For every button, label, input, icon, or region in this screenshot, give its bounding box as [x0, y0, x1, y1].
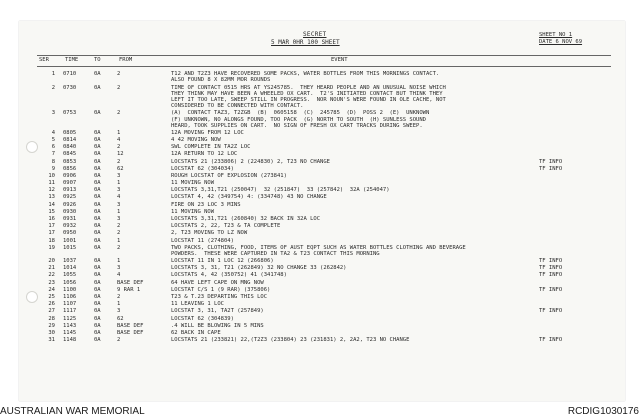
to-cell: 0A: [94, 308, 101, 315]
event-line: LOCSTATS 3,31,T21 (260840) 32 BACK IN 32A LOC: [171, 216, 321, 223]
log-entries: [19, 71, 625, 344]
serial-cell: 31: [48, 337, 55, 344]
serial-cell: 5: [51, 136, 55, 143]
time-cell: 1125: [63, 315, 77, 322]
serial-cell: 14: [48, 201, 55, 208]
to-cell: 0A: [94, 265, 101, 272]
serial-cell: 16: [48, 216, 55, 223]
time-cell: 0925: [63, 194, 77, 201]
from-cell: 3: [117, 265, 121, 272]
event-line: 62 BACK IN CAPE: [171, 329, 221, 336]
serial-cell: 23: [48, 279, 55, 286]
log-row: [19, 202, 625, 209]
to-cell: 0A: [94, 158, 101, 165]
classification-label: SECRET: [303, 31, 327, 38]
to-cell: 0A: [94, 329, 101, 336]
time-cell: 1107: [63, 301, 77, 308]
to-cell: 0A: [94, 315, 101, 322]
serial-cell: 4: [51, 129, 55, 136]
from-cell: 62: [117, 165, 124, 172]
remarks-cell: TF INFO: [539, 272, 563, 279]
log-row: [19, 330, 625, 337]
event-line: THEY THINK MAY HAVE BEEN A WHEELED OX CART. T2'S INITIATED CONTACT BUT THINK THEY: [171, 90, 443, 97]
to-cell: 0A: [94, 110, 101, 117]
time-cell: 1148: [63, 337, 77, 344]
time-cell: 1014: [63, 265, 77, 272]
time-cell: 1100: [63, 286, 77, 293]
from-cell: 4: [117, 194, 121, 201]
from-cell: 2: [117, 244, 121, 251]
from-cell: 62: [117, 315, 124, 322]
event-line: 2, T23 MOVING TO LZ NOW: [171, 230, 248, 237]
log-row: [19, 265, 625, 272]
log-row: [19, 245, 625, 259]
serial-cell: 15: [48, 208, 55, 215]
serial-cell: 12: [48, 187, 55, 194]
event-line: LOCSTAT 11 (274804): [171, 237, 234, 244]
from-cell: 4: [117, 272, 121, 279]
to-cell: 0A: [94, 286, 101, 293]
log-row: [19, 130, 625, 137]
event-line: T12 AND T2Z3 HAVE RECOVERED SOME PACKS, WATER BOTTLES FROM THIS MORNINGS CONTACT.: [171, 71, 440, 77]
event-line: ROUGH LOCSTAT OF EXPLOSION (273841): [171, 172, 287, 179]
from-cell: 3: [117, 308, 121, 315]
log-row: [19, 85, 625, 111]
log-row: [19, 137, 625, 144]
serial-cell: 29: [48, 322, 55, 329]
time-cell: 1037: [63, 258, 77, 264]
event-line: 64 HAVE LEFT CAPE ON MNG NOW: [171, 279, 264, 286]
log-row: [19, 180, 625, 187]
log-row: [19, 194, 625, 201]
to-cell: 0A: [94, 244, 101, 251]
to-cell: 0A: [94, 187, 101, 194]
log-row: [19, 258, 625, 265]
event-line: TWO PACKS, CLOTHING, FOOD, ITEMS OF AUST EQPT SUCH AS WATER BOTTLES CLOTHING AND BEVERAGE: [171, 244, 466, 251]
serial-cell: 26: [48, 301, 55, 308]
to-cell: 0A: [94, 208, 101, 215]
to-cell: 0A: [94, 293, 101, 300]
from-cell: 3: [117, 201, 121, 208]
to-cell: 0A: [94, 322, 101, 329]
time-cell: 0853: [63, 158, 77, 165]
event-line: CONSIDERED TO BE CONNECTED WITH CONTACT.: [171, 103, 304, 110]
from-cell: 2: [117, 71, 121, 77]
time-cell: 0932: [63, 223, 77, 230]
log-row: [19, 187, 625, 194]
event-line: LEFT IT TOO LATE, SWEEP STILL IN PROGRESS. NOR NOUN'S WERE FOUND IN OLE CACHE, NOT: [171, 97, 446, 104]
time-cell: 0950: [63, 230, 77, 237]
from-cell: 3: [117, 172, 121, 179]
from-cell: 2: [117, 110, 121, 117]
from-cell: 1: [117, 237, 121, 244]
event-line: 11 MOVING NOW: [171, 180, 215, 187]
col-from: FROM: [119, 57, 133, 63]
time-cell: 0814: [63, 136, 77, 143]
event-line: LOCSTATS 4, 42 (350752) 41 (341748): [171, 272, 287, 279]
event-line: HEARD, TOOK SUPPLIES ON CART. NO SIGN OF FRESH OX CART TRACKS DURING SWEEP.: [171, 122, 423, 129]
to-cell: 0A: [94, 136, 101, 143]
from-cell: 1: [117, 208, 121, 215]
serial-cell: 10: [48, 172, 55, 179]
time-cell: 0730: [63, 84, 77, 91]
event-line: T23 & T.23 DEPARTING THIS LOC: [171, 293, 268, 300]
log-row: [19, 287, 625, 294]
serial-cell: 25: [48, 293, 55, 300]
remarks-cell: TF INFO: [539, 308, 563, 315]
remarks-cell: TF INFO: [539, 158, 563, 165]
event-line: LOCSTAT 4, 42 (349754) 4: (334748) 43 NO CHANGE: [171, 194, 327, 201]
from-cell: BASE DEF: [117, 279, 144, 286]
from-cell: 2: [117, 223, 121, 230]
sheet-date: DATE 6 NOV 69: [539, 39, 583, 45]
serial-cell: 6: [51, 144, 55, 151]
time-cell: 1117: [63, 308, 77, 315]
log-row: [19, 151, 625, 158]
remarks-cell: TF INFO: [539, 165, 563, 172]
to-cell: 0A: [94, 337, 101, 344]
to-cell: 0A: [94, 201, 101, 208]
log-row: [19, 144, 625, 151]
event-line: LOCSTAT 62 (304839): [171, 315, 234, 322]
archive-credit: AUSTRALIAN WAR MEMORIAL: [0, 406, 145, 417]
time-cell: 0930: [63, 208, 77, 215]
serial-cell: 18: [48, 237, 55, 244]
time-cell: 0805: [63, 129, 77, 136]
log-row: [19, 316, 625, 323]
from-cell: 1: [117, 129, 121, 136]
time-cell: 0926: [63, 201, 77, 208]
from-cell: 2: [117, 337, 121, 344]
from-cell: 9 RAR 1: [117, 286, 141, 293]
to-cell: 0A: [94, 84, 101, 91]
serial-cell: 30: [48, 329, 55, 336]
event-line: ALSO FOUND 8 X 82MM MOR ROUNDS: [171, 77, 271, 84]
serial-cell: 11: [48, 180, 55, 187]
from-cell: 2: [117, 230, 121, 237]
time-cell: 1055: [63, 272, 77, 279]
serial-cell: 21: [48, 265, 55, 272]
time-cell: 0845: [63, 151, 77, 158]
to-cell: 0A: [94, 151, 101, 158]
from-cell: BASE DEF: [117, 322, 144, 329]
to-cell: 0A: [94, 216, 101, 223]
log-row: [19, 272, 625, 279]
from-cell: BASE DEF: [117, 329, 144, 336]
serial-cell: 19: [48, 244, 55, 251]
time-cell: 0906: [63, 172, 77, 179]
serial-cell: 24: [48, 286, 55, 293]
serial-cell: 20: [48, 258, 55, 264]
header-rule-bottom: [37, 66, 611, 67]
event-line: TIME OF CONTACT 0515 HRS AT YS245785. THEY HEARD PEOPLE AND AN UNUSUAL NOISE WHICH: [171, 84, 446, 91]
log-row: [19, 280, 625, 287]
log-row: [19, 159, 625, 166]
remarks-cell: TF INFO: [539, 258, 563, 264]
event-line: LOCSTATS 3, 31, T21 (262849) 32 NO CHANGE 33 (262842): [171, 265, 347, 272]
event-line: LOCSTAT 62 (304034): [171, 165, 234, 172]
time-cell: 0753: [63, 110, 77, 117]
from-cell: 1: [117, 301, 121, 308]
col-to: TO: [94, 57, 101, 63]
to-cell: 0A: [94, 172, 101, 179]
to-cell: 0A: [94, 144, 101, 151]
serial-cell: 17: [48, 223, 55, 230]
event-line: 4 42 MOVING NOW: [171, 136, 221, 143]
serial-cell: 17: [48, 230, 55, 237]
time-cell: 0913: [63, 187, 77, 194]
event-line: LOCSTAT C/S 1 (9 RAR) (375806): [171, 286, 271, 293]
serial-cell: 9: [51, 165, 55, 172]
from-cell: 1: [117, 180, 121, 187]
from-cell: 4: [117, 136, 121, 143]
time-cell: 1145: [63, 329, 77, 336]
event-line: POWDERS. THESE WERE CAPTURED IN TA2 & T23 CONTACT THIS MORNING: [171, 250, 380, 257]
log-row: [19, 216, 625, 223]
to-cell: 0A: [94, 223, 101, 230]
time-cell: 0840: [63, 144, 77, 151]
event-line: (A) CONTACT TAZ3, T2ZGB (B) 0605158 (C) 245785 (D) POSS 2 (E) UNKNOWN: [171, 110, 430, 117]
event-line: SWL COMPLETE IN TA2Z LOC: [171, 144, 251, 151]
from-cell: 3: [117, 216, 121, 223]
event-line: LOCSTATS 21 (233821) 22,(T2Z3 (233804) 23 (231831) 2, 2A2, T23 NO CHANGE: [171, 337, 410, 344]
remarks-cell: TF INFO: [539, 337, 563, 344]
event-line: 11 MOVING NOW: [171, 208, 215, 215]
log-row: [19, 223, 625, 230]
serial-cell: 28: [48, 315, 55, 322]
time-cell: 0710: [63, 71, 77, 77]
time-cell: 1143: [63, 322, 77, 329]
serial-cell: 13: [48, 194, 55, 201]
to-cell: 0A: [94, 301, 101, 308]
serial-cell: 8: [51, 158, 55, 165]
serial-cell: 2: [51, 84, 55, 91]
event-line: FIRE ON 23 LOC 3 MINS: [171, 201, 241, 208]
to-cell: 0A: [94, 129, 101, 136]
log-row: [19, 308, 625, 315]
event-line: LOCSTAT 3, 31, TA2T (257849): [171, 308, 264, 315]
to-cell: 0A: [94, 230, 101, 237]
event-line: .4 WILL BE BLOWING IN 5 MINS: [171, 322, 264, 329]
log-row: [19, 110, 625, 130]
log-row: [19, 301, 625, 308]
to-cell: 0A: [94, 194, 101, 201]
time-cell: 1056: [63, 279, 77, 286]
time-cell: 1015: [63, 244, 77, 251]
log-sheet: [19, 21, 625, 401]
to-cell: 0A: [94, 258, 101, 264]
to-cell: 0A: [94, 180, 101, 187]
serial-cell: 27: [48, 308, 55, 315]
header-rule-top: [37, 55, 611, 56]
col-event: EVENT: [331, 57, 348, 63]
remarks-cell: TF INFO: [539, 286, 563, 293]
log-row: [19, 337, 625, 344]
log-row: [19, 323, 625, 330]
event-line: 12A RETURN TO 12 LOC: [171, 151, 238, 158]
column-headers: [19, 57, 625, 65]
sheet-info: [539, 32, 582, 46]
from-cell: 3: [117, 187, 121, 194]
to-cell: 0A: [94, 165, 101, 172]
to-cell: 0A: [94, 237, 101, 244]
to-cell: 0A: [94, 71, 101, 77]
event-line: 11 LEAVING 1 LOC: [171, 301, 224, 308]
log-row: [19, 166, 625, 173]
from-cell: 2: [117, 158, 121, 165]
event-line: 12A MOVING FROM 12 LOC: [171, 129, 244, 136]
sheet-title: 5 MAR 0HR 100 SHEET: [271, 39, 340, 46]
record-id: RCDIG1030176: [567, 406, 639, 417]
time-cell: 0931: [63, 216, 77, 223]
event-line: LOCSTATS 21 (233806) 2 (224830) 2, T23 NO CHANGE: [171, 158, 330, 165]
event-line: LOCSTATS 2, 22, T23 & TA COMPLETE: [171, 223, 281, 230]
col-ser: SER: [39, 57, 49, 63]
event-line: LOCSTAT 11 IN 1 LOC 12 (266806): [171, 258, 274, 264]
from-cell: 1: [117, 258, 121, 264]
to-cell: 0A: [94, 279, 101, 286]
time-cell: 0856: [63, 165, 77, 172]
log-row: [19, 230, 625, 237]
from-cell: 12: [117, 151, 124, 158]
serial-cell: 1: [51, 71, 55, 77]
sheet-number: SHEET NO 1: [539, 32, 573, 38]
serial-cell: 22: [48, 272, 55, 279]
time-cell: 1001: [63, 237, 77, 244]
log-row: [19, 238, 625, 245]
serial-cell: 7: [51, 151, 55, 158]
col-time: TIME: [65, 57, 79, 63]
time-cell: 0907: [63, 180, 77, 187]
event-line: (F) UNKNOWN, NO ALONGS FOUND, TOO PACK (G) NORTH TO SOUTH (H) SUNLESS SOUND: [171, 116, 426, 123]
event-line: LOCSTATS 3,31,T21 (250047) 32 (251847) 33 (257842) 32A (254047): [171, 187, 390, 194]
remarks-cell: TF INFO: [539, 265, 563, 272]
from-cell: 2: [117, 84, 121, 91]
log-row: [19, 71, 625, 85]
to-cell: 0A: [94, 272, 101, 279]
time-cell: 1106: [63, 293, 77, 300]
from-cell: 2: [117, 144, 121, 151]
footer-bar: [0, 405, 639, 420]
log-row: [19, 173, 625, 180]
serial-cell: 3: [51, 110, 55, 117]
log-row: [19, 209, 625, 216]
from-cell: 2: [117, 293, 121, 300]
log-row: [19, 294, 625, 301]
